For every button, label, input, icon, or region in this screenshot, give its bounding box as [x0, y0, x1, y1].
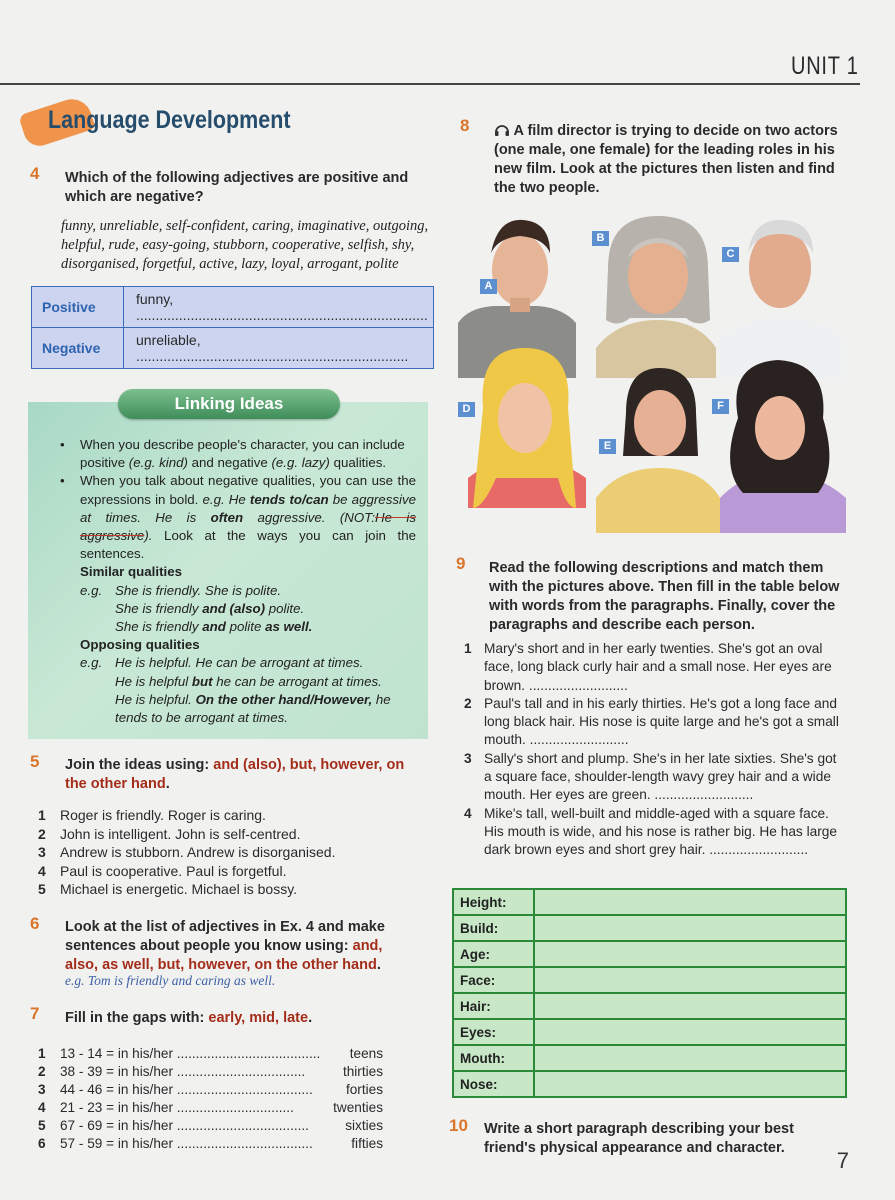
list-item: 4 Mike's tall, well-built and middle-aged with a square face. His mouth is wide, and his nose is rather big. He has large dark brown eyes and short grey hair. .......................... [464, 805, 838, 858]
text: Look at the ways you can join the sentences. [80, 528, 416, 562]
negative-answer-field[interactable]: unreliable, ...................................................................... [124, 328, 434, 369]
positive-negative-table [31, 286, 434, 369]
ex4-number: 4 [30, 164, 40, 183]
unit-title: UNIT 1 [791, 52, 859, 80]
table-row [453, 941, 846, 967]
ex10-number: 10 [449, 1116, 468, 1135]
text: ). [144, 528, 153, 544]
row-label: Face: [453, 967, 534, 993]
portrait-b [596, 216, 716, 378]
ex5-list [38, 806, 418, 899]
bullet-point: • When you talk about negative qualities, you can use the expressions in bold. e.g. He tends to/can be aggressive at times. He is often aggressive. (NOT:He is aggressive). Look at the ways you can join the sentences. [60, 473, 416, 562]
eg-label: e.g. [80, 655, 103, 671]
example-line: She is friendly and (also) polite. [115, 600, 305, 616]
height-answer-cell[interactable] [534, 889, 846, 915]
list-item: 3 Sally's short and plump. She's in her late sixties. She's got a square face, shoulder-length wavy grey hair and a wide mouth. Her eyes are green. .......................... [464, 750, 837, 803]
similar-qualities-block [60, 563, 416, 727]
text: be aggressive at times. He is [80, 491, 416, 525]
table-row [453, 889, 846, 915]
ex9-descriptions [464, 640, 847, 860]
ex5-instruction: Join the ideas using: and (also), but, however, on the other hand. [65, 757, 405, 792]
picture-label-b: B [592, 231, 609, 246]
page-number: 7 [836, 1148, 849, 1173]
text: (e.g. lazy) [271, 455, 330, 471]
text: tends to/can [249, 491, 329, 507]
example-line: He is helpful. He can be arrogant at times. [115, 655, 364, 671]
description-table [452, 888, 847, 1098]
nose-answer-cell[interactable] [534, 1071, 846, 1097]
list-item: 4 21 - 23 = in his/her ............................... twenties [38, 1100, 383, 1116]
table-row [453, 967, 846, 993]
section-title: Language Development [48, 106, 291, 134]
list-item: 3 44 - 46 = in his/her .................................... forties [38, 1082, 383, 1098]
example-line: He is helpful. On the other hand/However, he tends to be arrogant at times. [115, 691, 391, 726]
table-row [453, 1045, 846, 1071]
build-answer-cell[interactable] [534, 915, 846, 941]
list-item: 2 38 - 39 = in his/her .................................. thirties [38, 1064, 383, 1080]
table-row [32, 328, 434, 369]
table-row [453, 1019, 846, 1045]
table-row [453, 993, 846, 1019]
list-item: 2 Paul's tall and in his early thirties. He's got a long face and long black hair. His nose is quite large and he's got a small mouth. .......................... [464, 695, 839, 748]
portraits-illustration [458, 208, 848, 533]
list-item: 4 Paul is cooperative. Paul is forgetful. [38, 862, 287, 879]
row-label: Hair: [453, 993, 534, 1019]
portrait-f [720, 360, 846, 533]
picture-label-f: F [712, 399, 729, 414]
picture-label-a: A [480, 279, 497, 294]
picture-label-e: E [599, 439, 616, 454]
table-row [453, 1071, 846, 1097]
row-label: Build: [453, 915, 534, 941]
table-row [32, 287, 434, 328]
ex4-adjective-list: funny, unreliable, self-confident, caring, imaginative, outgoing, helpful, rude, easy-going, stubborn, cooperative, selfish, shy, disorganised, forgetful, active, lazy, loyal, arrogant, polite [61, 218, 429, 272]
row-label: Age: [453, 941, 534, 967]
list-item: 3 Andrew is stubborn. Andrew is disorganised. [38, 844, 336, 860]
list-item: 5 Michael is energetic. Michael is bossy. [38, 881, 298, 897]
face-answer-cell[interactable] [534, 967, 846, 993]
ex4-question: Which of the following adjectives are positive and which are negative? [65, 170, 409, 205]
text: When you talk about negative qualities, you can use the expressions in bold. [80, 473, 416, 507]
list-item: 2 John is intelligent. John is self-centred. [38, 825, 301, 842]
negative-label: Negative [32, 328, 124, 369]
section-heading [22, 92, 322, 152]
bullet-point: • When you describe people's character, you can include positive (e.g. kind) and negative (e.g. lazy) qualities. [60, 437, 405, 471]
ex5-number: 5 [30, 752, 40, 771]
list-item: 5 67 - 69 = in his/her ................................... sixties [38, 1118, 383, 1134]
ex7-instruction: Fill in the gaps with: early, mid, late. [65, 1010, 313, 1026]
example-line: He is helpful but he can be arrogant at times. [115, 673, 382, 689]
ex7-list [38, 1045, 383, 1154]
list-item: 6 57 - 59 = in his/her .................................... fifties [38, 1136, 383, 1152]
linking-ideas-heading [118, 389, 340, 419]
picture-label-c: C [722, 247, 739, 262]
eg-label: e.g. [80, 582, 103, 598]
ex7-number: 7 [30, 1004, 40, 1023]
ex8-instruction: A film director is trying to decide on two actors (one male, one female) for the leading roles in his new film. Look at the pictures then listen and find the two people. [494, 123, 838, 196]
ex9-instruction: Read the following descriptions and match them with the pictures above. Then fill in the table below with words from the paragraphs. Finally, cover the paragraphs and describe each person. [489, 560, 840, 633]
text: often [210, 509, 244, 525]
example-line: She is friendly and polite as well. [115, 619, 313, 635]
portrait-c [720, 220, 846, 378]
row-label: Height: [453, 889, 534, 915]
picture-label-d: D [458, 402, 475, 417]
ex6-example: e.g. Tom is friendly and caring as well. [65, 973, 276, 988]
character-illustrations [458, 208, 848, 533]
text: (e.g. kind) [128, 455, 188, 471]
linking-ideas-content [60, 436, 416, 727]
positive-answer-field[interactable]: funny, ........................................................................... [124, 287, 434, 328]
text: (NOT: [339, 509, 376, 525]
ex6-number: 6 [30, 914, 40, 933]
row-label: Eyes: [453, 1019, 534, 1045]
linking-ideas-title: Linking Ideas [174, 394, 284, 413]
row-label: Mouth: [453, 1045, 534, 1071]
row-label: Nose: [453, 1071, 534, 1097]
list-item: 1 Roger is friendly. Roger is caring. [38, 807, 266, 823]
headphones-icon [494, 123, 510, 136]
list-item: 1 Mary's short and in her early twenties. She's got an oval face, long black curly hair and a small nose. Her eyes are brown. .......................... [464, 641, 832, 693]
mouth-answer-cell[interactable] [534, 1045, 846, 1071]
text: e.g. He [202, 491, 246, 507]
text: qualities. [333, 455, 387, 471]
header-rule [0, 83, 860, 85]
struck-example: He is aggressive [80, 509, 416, 544]
text: aggressive. [257, 509, 326, 525]
example-line: She is friendly. She is polite. [115, 582, 282, 598]
positive-label: Positive [32, 287, 124, 328]
hair-answer-cell[interactable] [534, 993, 846, 1019]
text: and negative [191, 455, 268, 471]
ex6-instruction: Look at the list of adjectives in Ex. 4 and make sentences about people you know using: and, also, as well, but, however, on the other hand. [65, 919, 385, 973]
opposing-heading: Opposing qualities [80, 637, 200, 653]
table-row [453, 915, 846, 941]
list-item: 1 13 - 14 = in his/her ...................................... teens [38, 1046, 383, 1061]
age-answer-cell[interactable] [534, 941, 846, 967]
ex8-number: 8 [460, 116, 470, 135]
ex9-number: 9 [456, 554, 466, 573]
eyes-answer-cell[interactable] [534, 1019, 846, 1045]
text: When you describe people's character, you can include positive [80, 437, 405, 471]
similar-heading: Similar qualities [80, 564, 182, 580]
ex10-instruction: Write a short paragraph describing your best friend's physical appearance and character. [484, 1121, 794, 1156]
